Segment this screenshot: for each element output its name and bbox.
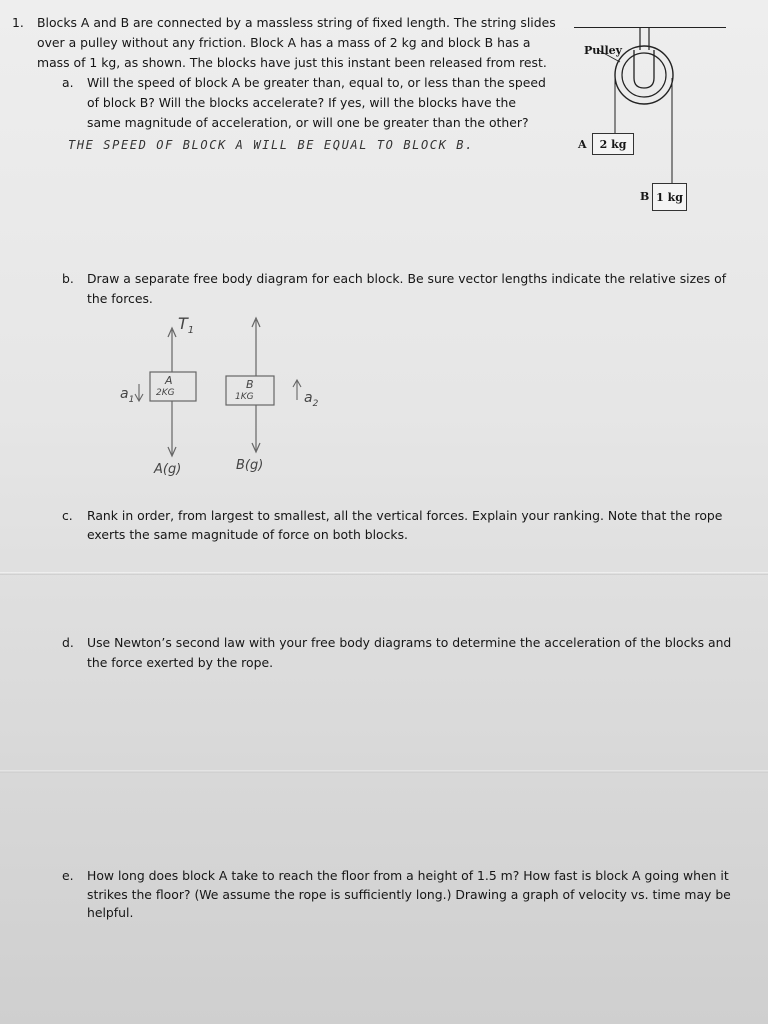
part-d-line-1: Use Newton’s second law with your free body diagrams to determine the acceleration of the blocks and (87, 635, 732, 650)
fbd-a-name: A (165, 374, 173, 387)
fbd-b-mass: 1KG (235, 392, 254, 402)
fbd-b-accel-sub: 2 (312, 398, 319, 409)
part-a-letter: a. (62, 75, 74, 90)
fbd-a-tension-label (178, 314, 194, 336)
part-b-line-1: Draw a separate free body diagram for each block. Be sure vector lengths indicate the relative sizes of (87, 271, 727, 286)
fbd-b-accel-label (304, 390, 318, 409)
block-a-letter: A (578, 138, 587, 151)
part-e-line-2: strikes the floor? (We assume the rope is sufficiently long.) Drawing a graph of velocity vs. time may be (87, 887, 731, 902)
fbd-b-name: B (246, 378, 254, 391)
part-b-line-2: the forces. (87, 291, 153, 306)
part-e-line-1: How long does block A take to reach the floor from a height of 1.5 m? How fast is block A going when it (87, 868, 729, 883)
part-e-letter: e. (62, 868, 74, 883)
part-a-line-2: of block B? Will the blocks accelerate? If yes, will the blocks have the (87, 95, 516, 110)
paper-fold-line (0, 572, 768, 575)
fbd-b-weight: B(g) (236, 458, 264, 473)
fbd-a-accel-sub: 1 (128, 394, 135, 405)
part-c-line-1: Rank in order, from largest to smallest, all the vertical forces. Explain your ranking. Note that the rope (87, 508, 723, 523)
part-a-line-1: Will the speed of block A be greater than, equal to, or less than the speed (87, 75, 546, 90)
paper-fold-line (0, 770, 768, 773)
part-d-line-2: the force exerted by the rope. (87, 655, 274, 670)
block-a-mass: 2 kg (599, 137, 627, 151)
part-d-letter: d. (62, 635, 74, 650)
intro-line-2: over a pulley without any friction. Block A has a mass of 2 kg and block B has a (37, 35, 531, 50)
block-b-letter: B (640, 190, 650, 203)
fbd-a-tension-symbol: T (178, 314, 188, 333)
fbd-a-tension-sub: 1 (187, 325, 195, 337)
fbd-a-mass: 2KG (156, 388, 175, 398)
part-c-line-2: exerts the same magnitude of force on both blocks. (87, 527, 409, 542)
fbd-a-weight: A(g) (154, 462, 182, 477)
intro-line-3: mass of 1 kg, as shown. The blocks have just this instant been released from rest. (37, 55, 547, 70)
part-a-line-3: same magnitude of acceleration, or will one be greater than the other? (87, 115, 529, 130)
block-b-mass: 1 kg (656, 190, 683, 204)
fbd-b-accel-symbol: a (304, 390, 313, 406)
part-c-letter: c. (62, 508, 73, 523)
part-b-letter: b. (62, 271, 74, 286)
part-e-line-3: helpful. (87, 905, 134, 920)
problem-number: 1. (12, 15, 24, 30)
part-a-handwritten-answer: THE SPEED OF BLOCK A WILL BE EQUAL TO BLOCK B. (68, 138, 474, 152)
intro-line-1: Blocks A and B are connected by a massless string of fixed length. The string slides (37, 15, 556, 30)
fbd-a-accel-label (120, 386, 134, 405)
fbd-a-accel-symbol: a (120, 386, 129, 402)
pulley-label: Pulley (584, 44, 623, 57)
